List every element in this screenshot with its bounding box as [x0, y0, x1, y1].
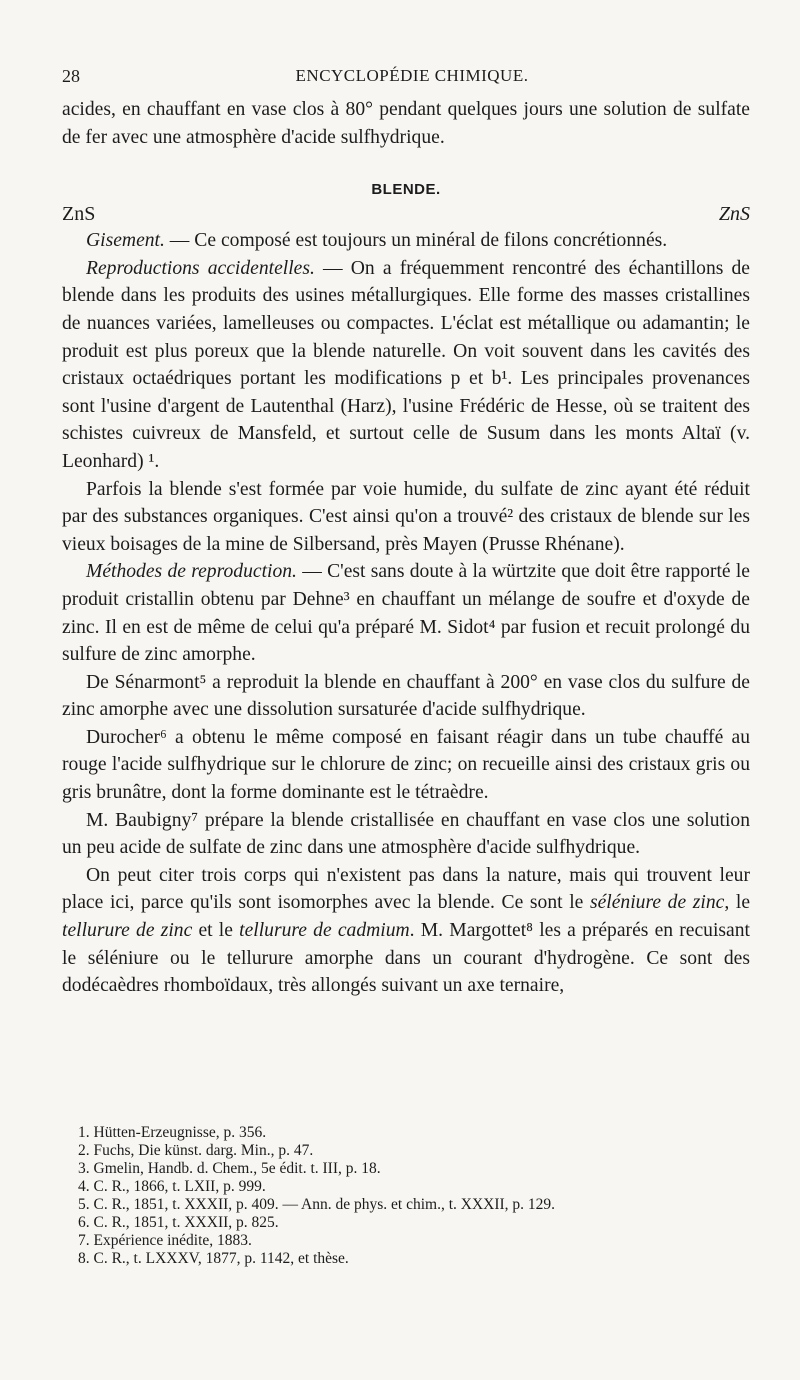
footnote: 3. Gmelin, Handb. d. Chem., 5e édit. t. III, p. 18.	[78, 1160, 381, 1177]
section-title: BLENDE.	[371, 181, 441, 199]
intro-paragraph: acides, en chauffant en vase clos à 80° pendant quelques jours une solution de sulfate de fer avec une atmosphère d'acide sulfhydrique.	[62, 99, 750, 148]
page-body	[62, 96, 750, 1000]
page-header	[62, 66, 762, 92]
footnote: 5. C. R., 1851, t. XXXII, p. 409. — Ann. de phys. et chim., t. XXXII, p. 129.	[78, 1196, 556, 1213]
footnote: 4. C. R., 1866, t. LXII, p. 999.	[78, 1178, 266, 1195]
reproductions-paragraph	[62, 255, 750, 476]
methodes-paragraph	[62, 558, 750, 668]
footnote: 2. Fuchs, Die künst. darg. Min., p. 47.	[78, 1142, 314, 1159]
final-text-1: On peut citer trois corps qui n'existent pas dans la nature, mais qui trouvent leur place ici, parce qu'ils sont isomorphes avec la blende. Ce sont le	[62, 864, 750, 914]
page-number: 28	[62, 66, 80, 86]
footnote: 7. Expérience inédite, 1883.	[78, 1232, 252, 1249]
methodes-paragraph-3: Durocher⁶ a obtenu le même composé en faisant réagir dans un tube chauffé au rouge l'acide sulfhydrique sur le chlorure de zinc; on recueille ainsi des cristaux gris ou gris brunâtre, dont la forme dominante est le tétraèdre.	[62, 726, 750, 804]
footnote: 1. Hütten-Erzeugnisse, p. 356.	[78, 1124, 267, 1141]
footnotes	[78, 1124, 758, 1268]
footnote: 8. C. R., t. LXXXV, 1877, p. 1142, et thèse.	[78, 1250, 349, 1267]
methodes-paragraph-2: De Sénarmont⁵ a reproduit la blende en chauffant à 200° en vase clos du sulfure de zinc amorphe avec une dissolution sursaturée d'acide sulfhydrique.	[62, 671, 750, 721]
formula-row	[62, 201, 750, 227]
formula-right: ZnS	[718, 203, 750, 226]
final-italic-1: séléniure de zinc	[589, 892, 725, 914]
methodes-heading: Méthodes de reproduction.	[86, 561, 297, 583]
gisement-heading: Gisement.	[86, 230, 165, 252]
methodes-text: — C'est sans doute à la würtzite que doit être rapporté le produit cristallin obtenu par Dehne³ en chauffant un mélange de soufre et d'oxyde de zinc. Il en est de même de celui qu'a préparé M. Sidot⁴ par fusion et recuit prolongé du sulfure de zinc amorphe.	[62, 561, 750, 666]
reproductions-heading: Reproductions accidentelles.	[86, 257, 315, 279]
final-italic-3: tellurure de cadmium	[239, 920, 410, 942]
gisement-text: — Ce composé est toujours un minéral de filons concrétionnés.	[164, 230, 668, 252]
running-title: ENCYCLOPÉDIE CHIMIQUE.	[295, 66, 529, 85]
methodes-paragraph-4: M. Baubigny⁷ prépare la blende cristallisée en chauffant en vase clos une solution un peu acide de sulfate de zinc dans une atmosphère d'acide sulfhydrique.	[62, 809, 750, 859]
reproductions-text: — On a fréquemment rencontré des échantillons de blende dans les produits des usines métallurgiques. Elle forme des masses cristallines de nuances variées, lamelleuses ou compactes. L'éclat est métallique ou adamantin; le produit est plus poreux que la blende naturelle. On voit souvent dans les cavités des cristaux octaédriques portant les modifications p et b¹. Les principales provenances sont l'usine d'argent de Lautenthal (Harz), l'usine Frédéric de Hesse, où se traitent des schistes cuivreux de Mansfeld, et surtout celle de Susum dans les monts Altaï (v. Leonhard) ¹.	[62, 257, 751, 472]
final-text-3: et le	[192, 920, 240, 942]
final-text-4: . M. Margottet⁸ les a préparés en recuisant le séléniure ou le tellurure amorphe dans un courant d'hydrogène. Ce sont des dodécaèdres rhomboïdaux, très allongés suivant un axe ternaire,	[62, 920, 750, 997]
final-italic-2: tellurure de zinc	[62, 920, 193, 942]
isomorphes-paragraph	[62, 862, 750, 1000]
gisement-paragraph	[62, 227, 750, 255]
final-text-2: , le	[724, 892, 751, 914]
reproductions-paragraph-2: Parfois la blende s'est formée par voie humide, du sulfate de zinc ayant été réduit par des substances organiques. C'est ainsi qu'on a trouvé² des cristaux de blende sur les vieux boisages de la mine de Silbersand, près Mayen (Prusse Rhénane).	[62, 478, 750, 555]
formula-left: ZnS	[62, 203, 96, 226]
footnote: 6. C. R., 1851, t. XXXII, p. 825.	[78, 1214, 279, 1231]
